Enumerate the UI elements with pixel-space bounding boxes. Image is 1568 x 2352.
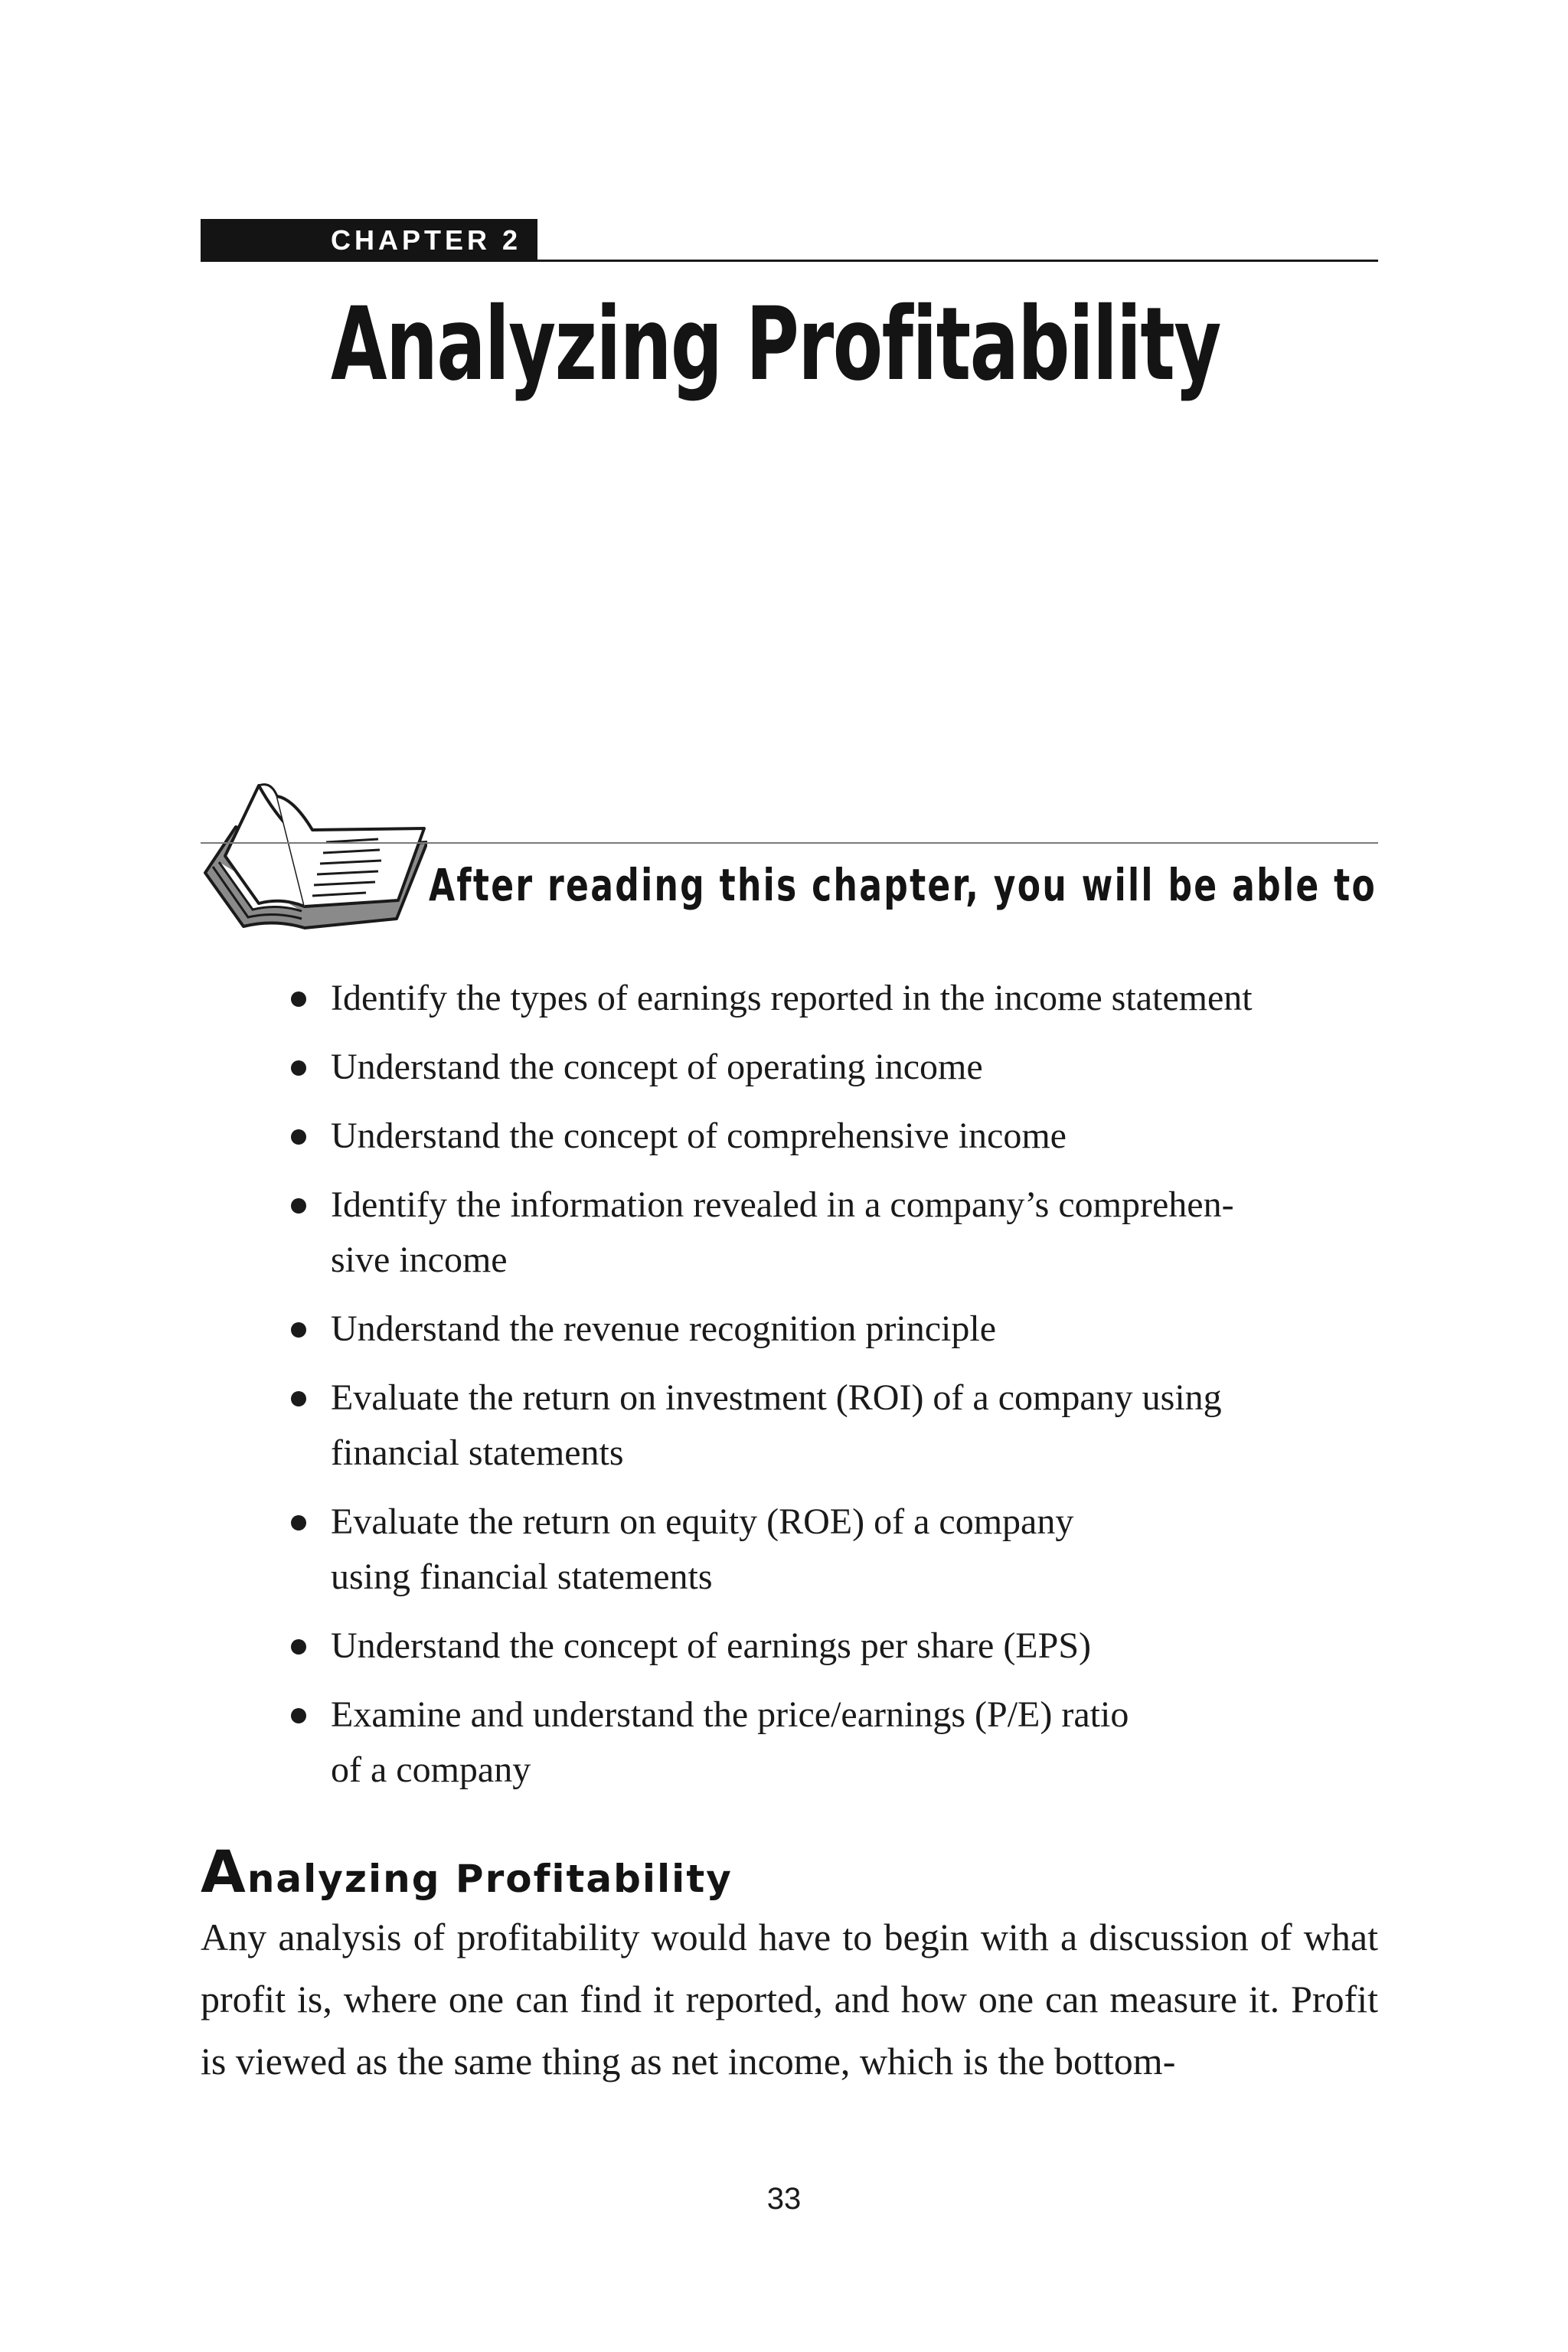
section-heading-initial: A xyxy=(201,1838,247,1906)
list-item-text: Understand the concept of earnings per share (EPS) xyxy=(331,1625,1091,1666)
bullet-icon xyxy=(291,1639,306,1655)
chapter-label: CHAPTER 2 xyxy=(201,219,537,262)
objectives-heading: After reading this chapter, you will be able to xyxy=(429,859,1377,911)
section-heading-rest: nalyzing Profitability xyxy=(247,1857,733,1901)
list-item-text: Identify the types of earnings reported in the income statement xyxy=(331,978,1253,1018)
bullet-icon xyxy=(291,1708,306,1723)
list-item xyxy=(291,1494,1393,1605)
page-number: 33 xyxy=(766,2182,802,2216)
bullet-icon xyxy=(291,991,306,1007)
list-item-text: Understand the revenue recognition principle xyxy=(331,1308,997,1349)
objectives-rule xyxy=(201,842,1378,844)
list-item xyxy=(291,1040,1393,1095)
list-item-text: Evaluate the return on investment (ROI) of a company using financial statements xyxy=(331,1377,1222,1473)
bullet-icon xyxy=(291,1515,306,1530)
body-paragraph: Any analysis of profitability would have to begin with a discussion of what profit is, where one can find it reported, and how one can measure it. Profit is viewed as the same thing as net income, which is the bottom- xyxy=(201,1916,1378,2082)
open-book-icon xyxy=(198,766,427,942)
list-item xyxy=(291,1619,1393,1674)
bullet-icon xyxy=(291,1322,306,1338)
list-item xyxy=(291,971,1393,1026)
list-item-text: Examine and understand the price/earnings (P/E) ratio of a company xyxy=(331,1694,1129,1790)
chapter-title: Analyzing Profitability xyxy=(331,286,1220,403)
chapter-rule xyxy=(537,260,1378,262)
list-item-text: Identify the information revealed in a company’s comprehen- sive income xyxy=(331,1184,1234,1280)
bullet-icon xyxy=(291,1060,306,1076)
section-heading xyxy=(201,1838,733,1913)
list-item-text: Understand the concept of comprehensive income xyxy=(331,1116,1067,1156)
objectives-list xyxy=(291,971,1393,1811)
bullet-icon xyxy=(291,1198,306,1214)
bullet-icon xyxy=(291,1391,306,1406)
list-item xyxy=(291,1302,1393,1357)
list-item xyxy=(291,1687,1393,1798)
bullet-icon xyxy=(291,1129,306,1145)
list-item-text: Understand the concept of operating income xyxy=(331,1047,983,1087)
list-item xyxy=(291,1370,1393,1481)
list-item-text: Evaluate the return on equity (ROE) of a company using financial statements xyxy=(331,1501,1074,1597)
list-item xyxy=(291,1109,1393,1164)
list-item xyxy=(291,1178,1393,1288)
